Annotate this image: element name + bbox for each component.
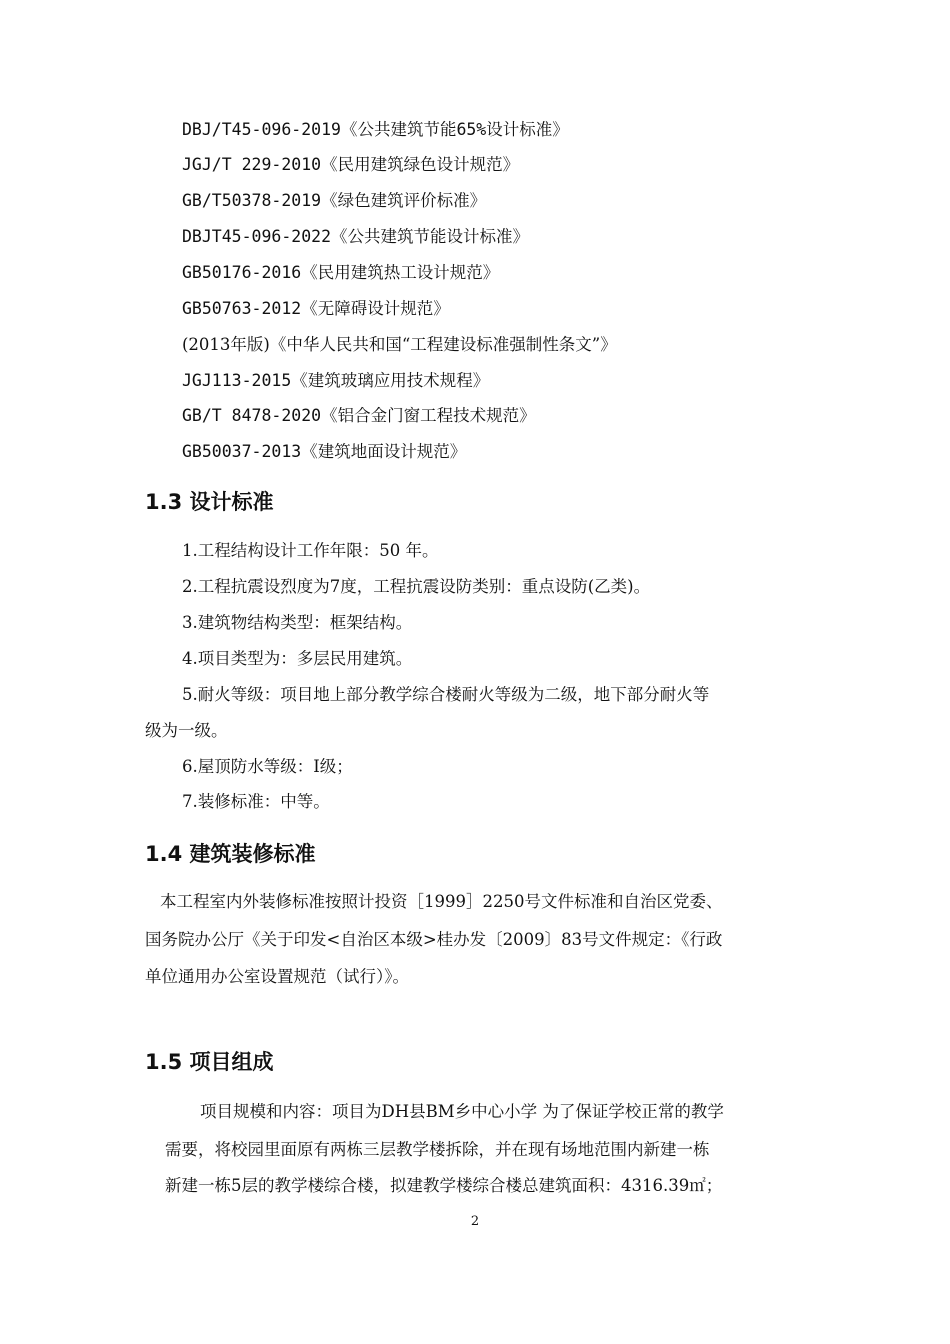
standard-line: JGJ113-2015《建筑玻璃应用技术规程》	[182, 371, 490, 390]
page-number: 2	[470, 1214, 480, 1229]
design-standard-item: 6.屋顶防水等级：Ⅰ级；	[182, 757, 353, 776]
standard-line: JGJ/T 229-2010《民用建筑绿色设计规范》	[182, 155, 520, 174]
standard-line: GB/T 8478-2020《铝合金门窗工程技术规范》	[182, 406, 536, 425]
paragraph-line: 需要，将校园里面原有两栋三层教学楼拆除，并在现有场地范围内新建一栋	[165, 1140, 710, 1159]
standard-line: GB/T50378-2019《绿色建筑评价标准》	[182, 191, 487, 210]
standard-line: (2013年版)《中华人民共和国“工程建设标准强制性条文”》	[182, 335, 617, 354]
section-heading-1-5: 1.5 项目组成	[145, 1050, 274, 1074]
paragraph-line: 本工程室内外装修标准按照计投资［1999］2250号文件标准和自治区党委、	[160, 892, 723, 911]
design-standard-item: 3.建筑物结构类型：框架结构。	[182, 613, 413, 632]
design-standard-item-continued: 级为一级。	[145, 721, 228, 740]
paragraph-line: 单位通用办公室设置规范（试行）》。	[145, 967, 409, 986]
design-standard-item: 2.工程抗震设烈度为7度，工程抗震设防类别：重点设防(乙类)。	[182, 577, 651, 596]
paragraph-line: 新建一栋5层的教学楼综合楼，拟建教学楼综合楼总建筑面积：4316.39㎡；	[165, 1176, 723, 1195]
paragraph-line: 项目规模和内容：项目为DH县BM乡中心小学 为了保证学校正常的教学	[200, 1102, 724, 1121]
section-heading-1-4: 1.4 建筑装修标准	[145, 842, 316, 866]
design-standard-item: 5.耐火等级：项目地上部分教学综合楼耐火等级为二级，地下部分耐火等	[182, 685, 710, 704]
design-standard-item: 1.工程结构设计工作年限：50 年。	[182, 541, 439, 560]
paragraph-line: 国务院办公厅《关于印发<自治区本级>桂办发〔2009〕83号文件规定：《行政	[145, 930, 723, 949]
standard-line: GB50037-2013《建筑地面设计规范》	[182, 442, 467, 461]
section-heading-1-3: 1.3 设计标准	[145, 490, 274, 514]
standard-line: GB50176-2016《民用建筑热工设计规范》	[182, 263, 500, 282]
design-standard-item: 4.项目类型为：多层民用建筑。	[182, 649, 413, 668]
design-standard-item: 7.装修标准：中等。	[182, 792, 330, 811]
standard-line: DBJT45-096-2022《公共建筑节能设计标准》	[182, 227, 530, 246]
standard-line: DBJ/T45-096-2019《公共建筑节能65%设计标准》	[182, 120, 569, 139]
standard-line: GB50763-2012《无障碍设计规范》	[182, 299, 450, 318]
